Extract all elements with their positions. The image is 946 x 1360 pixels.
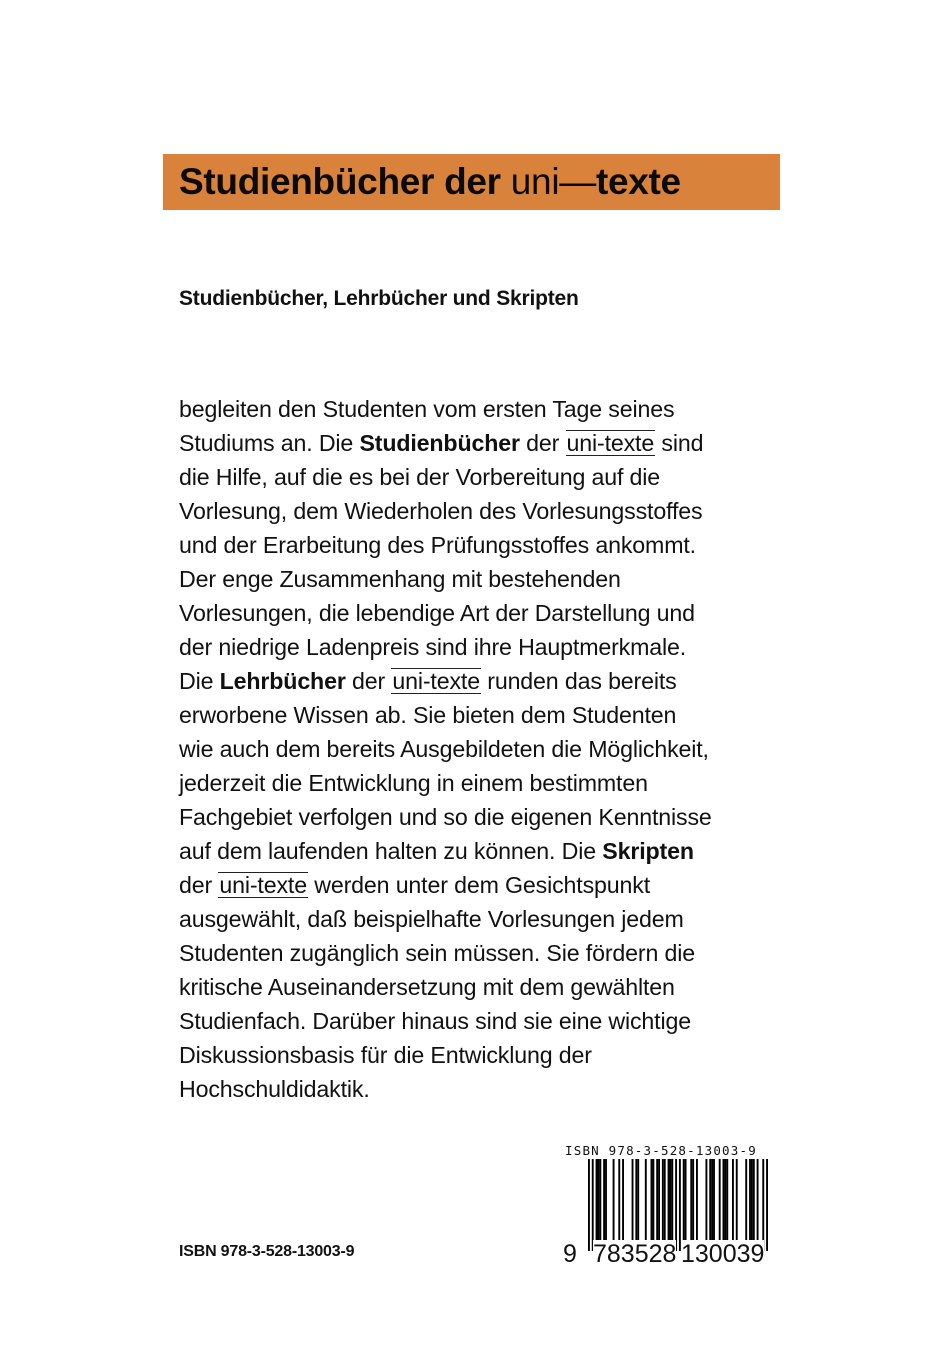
barcode-digits-right: 130039: [681, 1240, 765, 1268]
uni-texte-brand: uni-texte: [566, 430, 655, 456]
text-segment: Vorlesungen, die lebendige Art der Darstellung und: [179, 600, 695, 626]
text-segment: der niedrige Ladenpreis sind ihre Hauptmerkmale.: [179, 634, 687, 660]
bold-term: Lehrbücher: [219, 668, 346, 694]
text-line: [179, 460, 819, 494]
barcode-digits-left: 783528: [593, 1240, 677, 1268]
uni-texte-brand: uni-texte: [219, 872, 307, 898]
text-line: [179, 630, 819, 664]
text-segment: Diskussionsbasis für die Entwicklung der: [179, 1042, 592, 1068]
text-line: [179, 902, 819, 936]
text-segment: begleiten den Studenten vom ersten Tage seines: [179, 396, 675, 422]
text-line: [179, 1038, 819, 1072]
text-segment: die Hilfe, auf die es bei der Vorbereitung auf die: [179, 464, 661, 490]
series-title-dash: —: [559, 161, 596, 202]
text-segment: und der Erarbeitung des Prüfungsstoffes ankommt.: [179, 532, 696, 558]
text-segment: der: [345, 668, 392, 694]
text-line: [179, 596, 819, 630]
text-line: [179, 936, 819, 970]
barcode-first-digit: 9: [563, 1240, 577, 1268]
barcode-isbn-text: ISBN 978-3-528-13003-9: [565, 1143, 757, 1158]
text-segment: der: [519, 430, 566, 456]
series-title-uni: uni: [510, 161, 560, 202]
text-segment: kritische Auseinandersetzung mit dem gewählten: [179, 974, 675, 1000]
description-paragraph: [179, 392, 819, 1106]
text-line: [179, 732, 819, 766]
series-title-bold: Studienbücher der: [179, 161, 501, 202]
text-line: [179, 868, 819, 902]
bold-term: Studienbücher: [359, 430, 520, 456]
text-segment: Der enge Zusammenhang mit bestehenden: [179, 566, 621, 592]
text-segment: Fachgebiet verfolgen und so die eigenen Kenntnisse: [179, 804, 712, 830]
text-line: [179, 766, 819, 800]
text-line: [179, 1072, 819, 1106]
series-banner: [163, 154, 780, 210]
text-segment: ausgewählt, daß beispielhafte Vorlesungen jedem: [179, 906, 684, 932]
section-heading: Studienbücher, Lehrbücher und Skripten: [179, 287, 579, 310]
bold-term: Skripten: [602, 838, 694, 864]
text-segment: Studienfach. Darüber hinaus sind sie eine wichtige: [179, 1008, 691, 1034]
text-segment: Die: [179, 668, 220, 694]
text-segment: der: [179, 872, 219, 898]
text-segment: Vorlesung, dem Wiederholen des Vorlesungsstoffes: [179, 498, 703, 524]
text-line: [179, 426, 819, 460]
text-line: [179, 800, 819, 834]
series-title: [179, 157, 681, 207]
text-line: [179, 392, 819, 426]
text-segment: werden unter dem Gesichtspunkt: [307, 872, 651, 898]
text-segment: jederzeit die Entwicklung in einem bestimmten: [179, 770, 648, 796]
uni-texte-brand: uni-texte: [392, 668, 480, 694]
isbn-barcode: [563, 1143, 779, 1268]
text-segment: wie auch dem bereits Ausgebildeten die Möglichkeit,: [179, 736, 709, 762]
text-line: [179, 562, 819, 596]
text-segment: Studiums an. Die: [179, 430, 360, 456]
text-line: [179, 664, 819, 698]
text-segment: Studenten zugänglich sein müssen. Sie fördern die: [179, 940, 695, 966]
barcode-bars-icon: [588, 1159, 768, 1251]
text-line: [179, 1004, 819, 1038]
text-segment: auf dem laufenden halten zu können. Die: [179, 838, 603, 864]
isbn-label: ISBN 978-3-528-13003-9: [179, 1243, 355, 1260]
text-line: [179, 834, 819, 868]
barcode-digits: [563, 1240, 779, 1268]
text-segment: Hochschuldidaktik.: [179, 1076, 370, 1102]
text-segment: sind: [655, 430, 704, 456]
text-line: [179, 698, 819, 732]
text-segment: erworbene Wissen ab. Sie bieten dem Studenten: [179, 702, 677, 728]
text-line: [179, 528, 819, 562]
series-title-texte: texte: [595, 161, 681, 202]
text-line: [179, 970, 819, 1004]
text-line: [179, 494, 819, 528]
text-segment: runden das bereits: [480, 668, 677, 694]
